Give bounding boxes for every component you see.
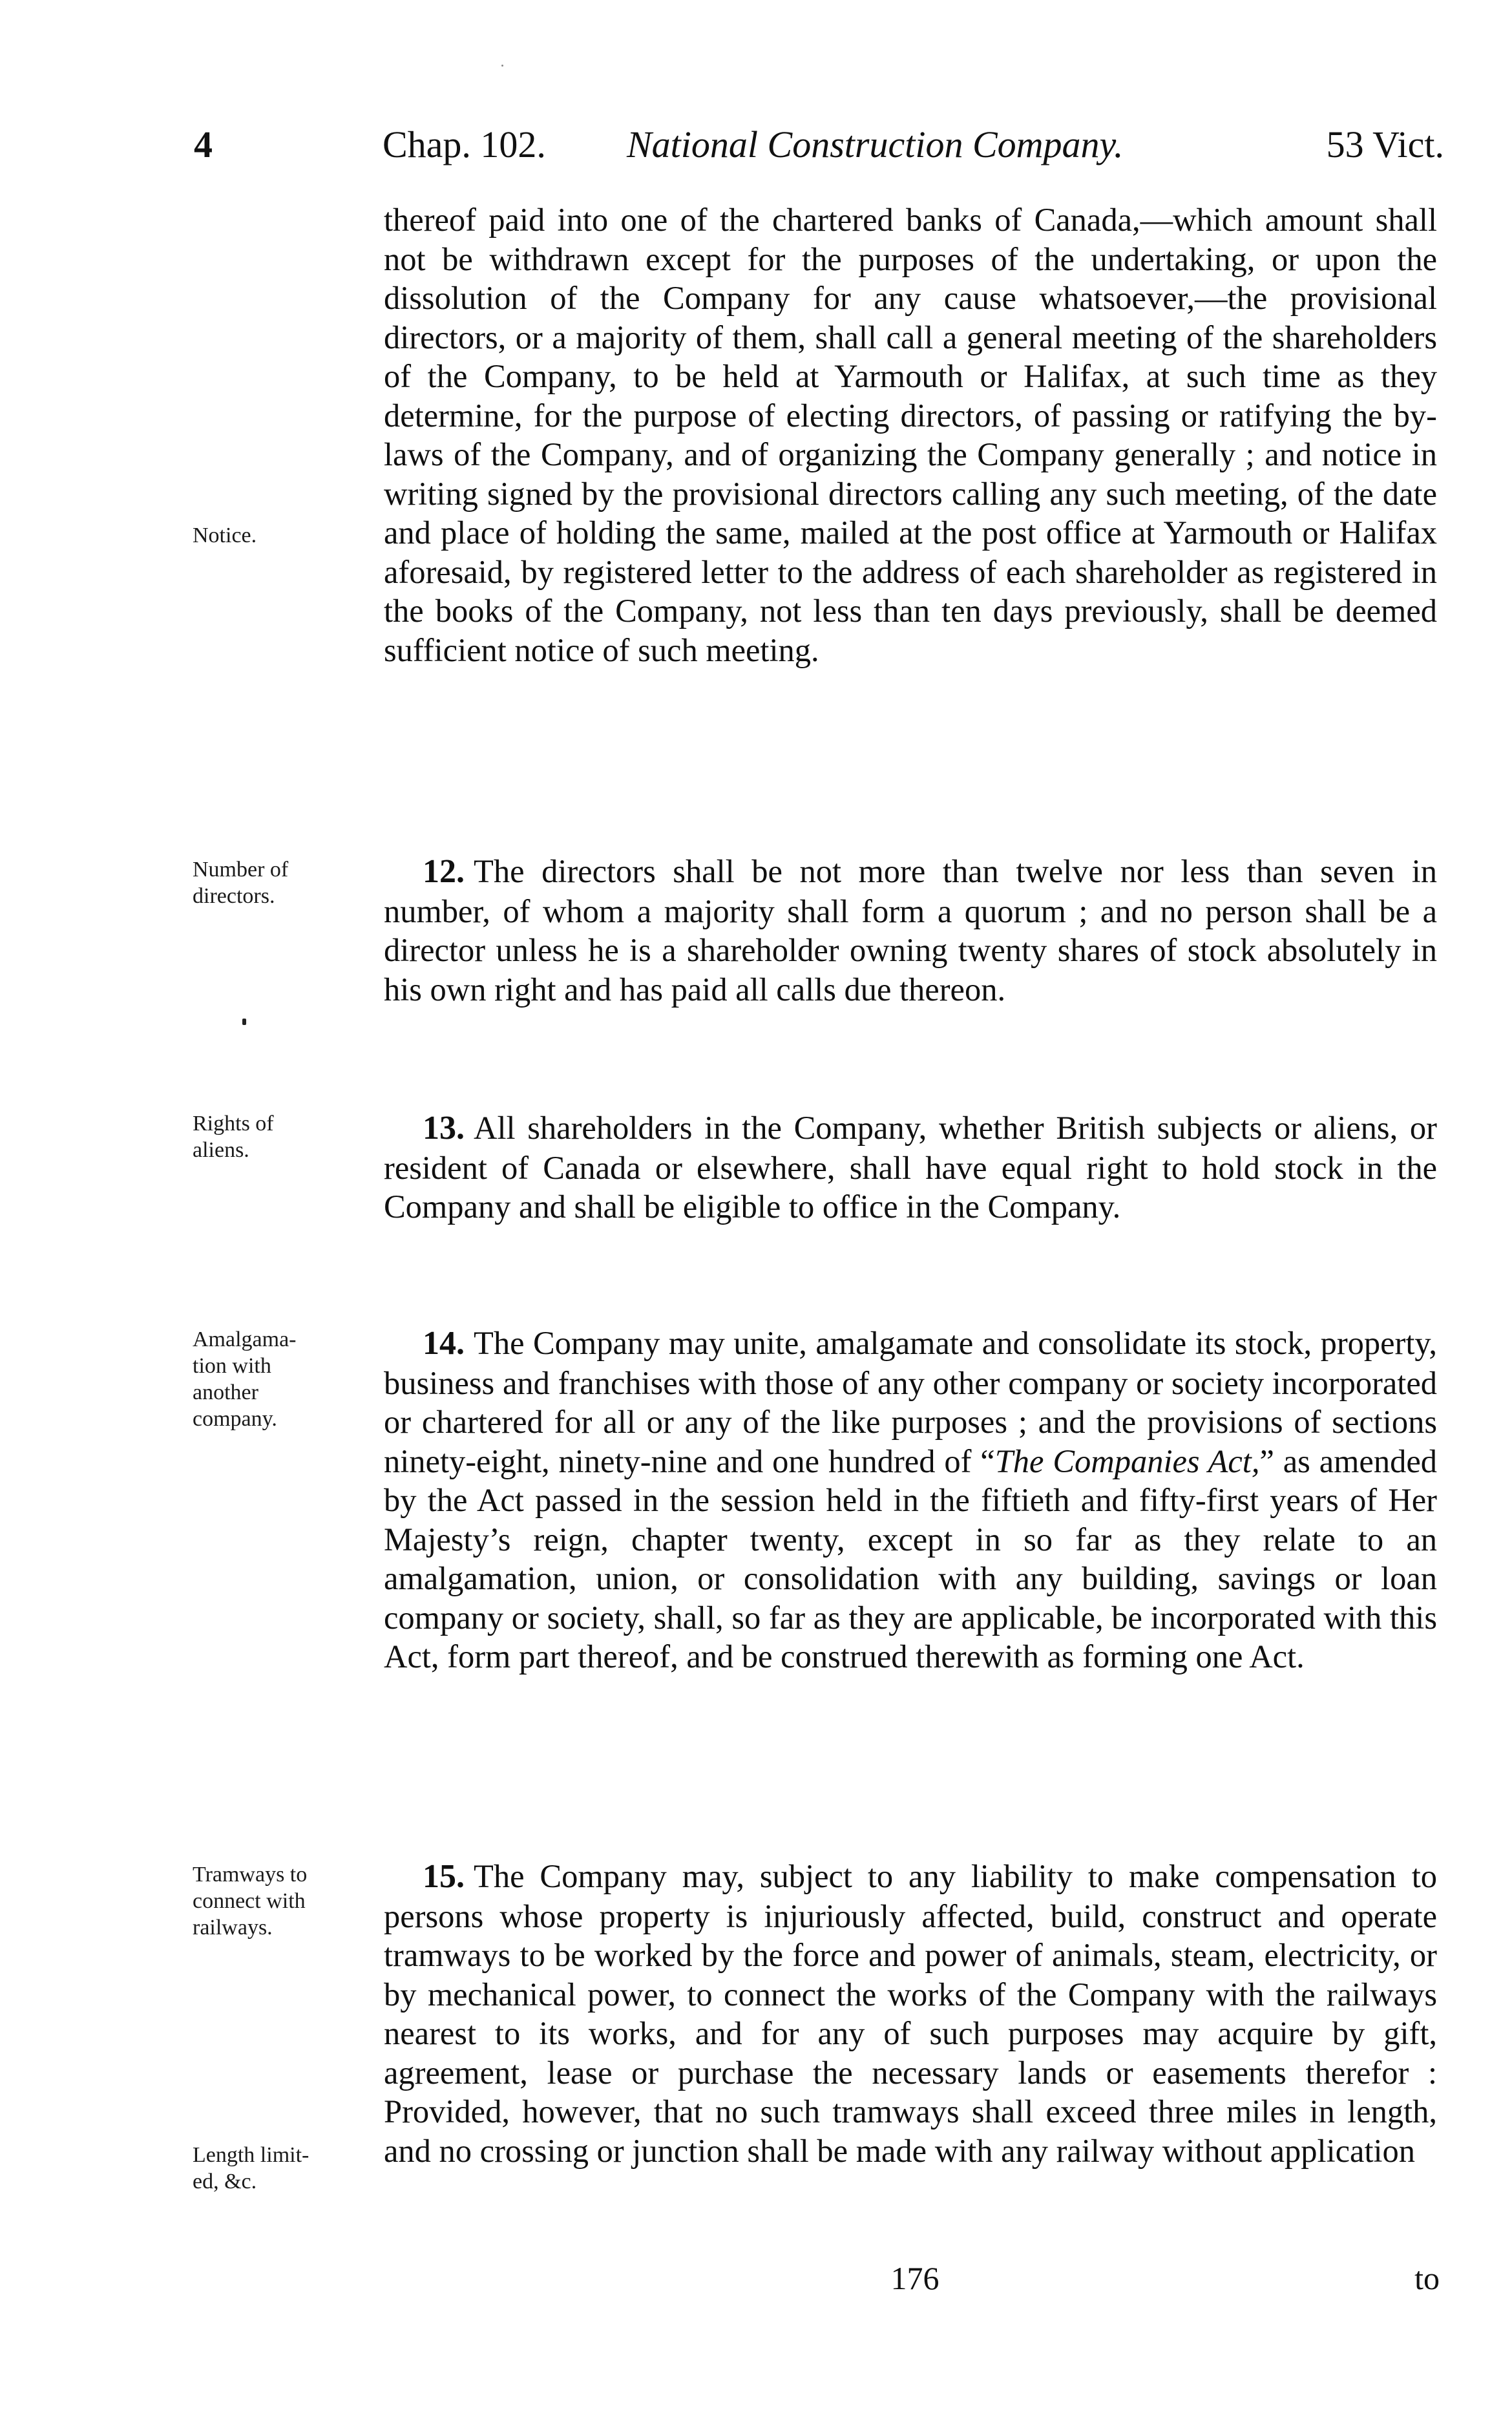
section-14-text-after: ” as amended by the Act passed in the session held in the fiftieth and fifty-first years of Her Majesty’s reign, chapter twenty, except in so far as they relate to an amalgamation, union, or consolidation with any building, savings or loan company or society, shall, so far as they are applicable, be incorporated with this Act, form part thereof, and be construed therewith as forming one Act.: [384, 1443, 1437, 1675]
running-head: [194, 119, 1444, 171]
side-note-tramways: Tramways to connect with railways.: [193, 1863, 308, 1940]
paper-speck: [501, 65, 503, 67]
section-continued-text: thereof paid into one of the chartered banks of Canada,—which amount shall not be withdrawn except for the purposes of the undertaking, or upon the dissolution of the Company for any cause whatsoever,—the provisional directors, or a majority of them, shall call a general meeting of the shareholders of the Company, to be held at Yarmouth or Halifax, at such time as they determine, for the purpose of electing directors, of passing or ratifying the by-laws of the Company, and of organizing the Company generally ; and notice in writing signed by the provisional directors calling any such meeting, of the date and place of holding the same, mailed at the post office at Yarmouth or Halifax aforesaid, by registered letter to the address of each shareholder as registered in the books of the Company, not less than ten days previously, shall be deemed sufficient notice of such meeting.: [384, 202, 1437, 668]
catchword: to: [1414, 2260, 1440, 2296]
side-note-notice: Notice.: [193, 523, 257, 547]
act-title: National Construction Company.: [627, 123, 1124, 165]
section-14: [384, 1324, 1437, 1676]
section-13-number: 13.: [423, 1110, 465, 1147]
side-note-length-limited: Length limit- ed, &c.: [193, 2143, 310, 2194]
companies-act-title: The Companies Act,: [994, 1443, 1260, 1479]
section-13: [384, 1108, 1437, 1227]
stray-ink-mark: [242, 1019, 246, 1025]
section-12: [384, 852, 1437, 1009]
section-15-text: The Company may, subject to any liability to make compensation to persons whose property is injuriously affected, build, construct and operate tramways to be worked by the force and power of animals, steam, electricity, or by mechanical power, to connect the works of the Company with the railways nearest to its works, and for any of such purposes may acquire by gift, agreement, lease or purchase the necessary lands or easements therefor : Provided, however, that no such tramways shall exceed three miles in length, and no crossing or junction shall be made with any railway without application: [384, 1858, 1437, 2169]
section-12-text: The directors shall be not more than twelve nor less than seven in number, of whom a majority shall form a quorum ; and no person shall be a director unless he is a shareholder owning twenty shares of stock absolutely in his own right and has paid all calls due thereon.: [384, 853, 1437, 1008]
chapter-label: Chap. 102.: [383, 123, 546, 165]
regnal-year: 53 Vict.: [1326, 123, 1444, 165]
section-13-text: All shareholders in the Company, whether British subjects or aliens, or resident of Canada or elsewhere, shall have equal right to hold stock in the Company and shall be eligible to office in the Company.: [384, 1110, 1437, 1225]
section-continued: [384, 200, 1437, 670]
section-15-paragraph: [384, 1857, 1437, 2170]
section-14-paragraph: [384, 1324, 1437, 1676]
section-12-paragraph: [384, 852, 1437, 1009]
section-15-number: 15.: [423, 1858, 465, 1895]
section-12-number: 12.: [423, 853, 465, 890]
section-14-number: 14.: [423, 1325, 465, 1362]
section-14-text-before: The Company may unite, amalgamate and consolidate its stock, property, business and franchises with those of any other company or society incorporated or chartered for all or any of the like purposes ; and the provisions of sections ninety-eight, ninety-nine and one hundred of “: [384, 1325, 1437, 1479]
side-note-amalgamation: Amalgama- tion with another company.: [193, 1327, 297, 1431]
section-13-paragraph: [384, 1108, 1437, 1227]
footer-page-number: 176: [890, 2260, 940, 2296]
page-number-header: 4: [194, 123, 213, 165]
side-note-rights-of-aliens: Rights of aliens.: [193, 1112, 274, 1162]
side-note-number-of-directors: Number of directors.: [193, 858, 289, 908]
section-15: [384, 1857, 1437, 2170]
